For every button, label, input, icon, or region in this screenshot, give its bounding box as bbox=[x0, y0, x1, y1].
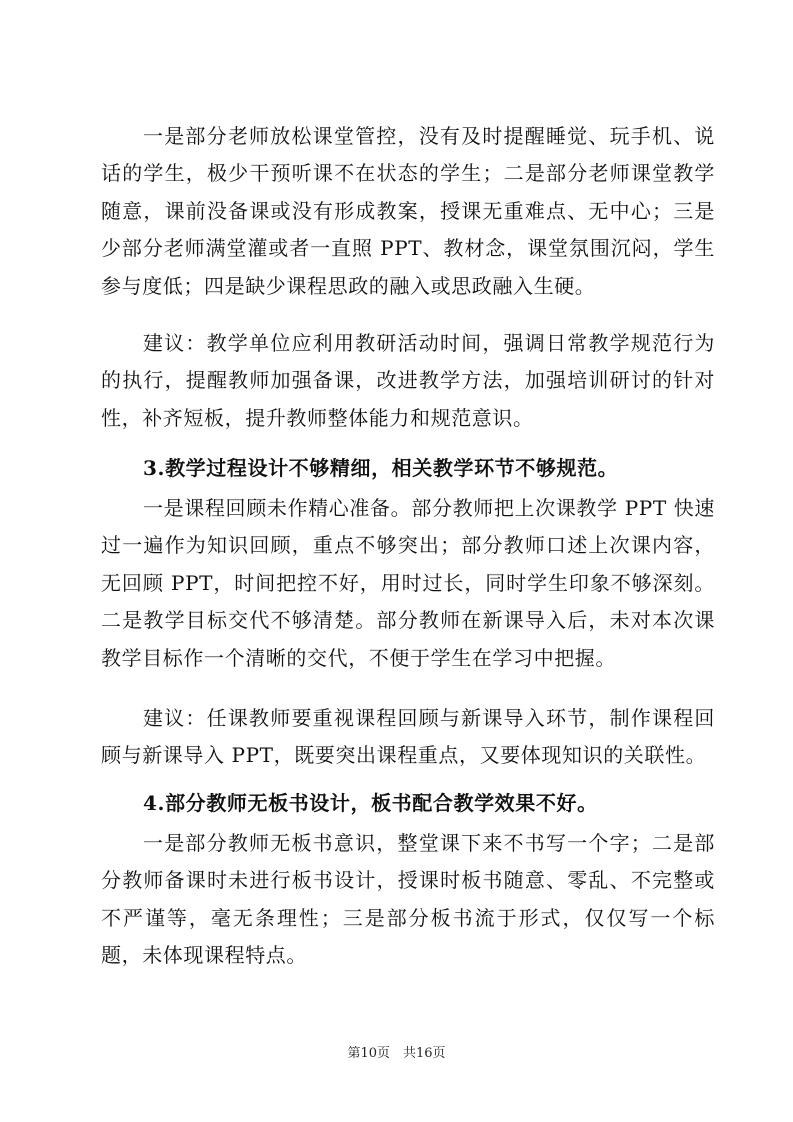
paragraph-suggestion-1: 建议：教学单位应利用教研活动时间，强调日常教学规范行为的执行，提醒教师加强备课，改进教学方法，加强培训研讨的针对性，补齐短板，提升教师整体能力和规范意识。 bbox=[101, 331, 715, 430]
page-number-footer: 第10页 共16页 bbox=[347, 1046, 446, 1061]
paragraph-process-issues: 一是课程回顾未作精心准备。部分教师把上次课教学 PPT 快速过一遍作为知识回顾，重点不够突出；部分教师口述上次课内容，无回顾 PPT，时间把控不好，用时过长，同时学生印象不够深刻。二是教学目标交代不够清楚。部分教师在新课导入后，未对本次课教学目标作一个清晰的交代，不便于学生在学习中把握。 bbox=[101, 496, 715, 670]
section-heading-3: 3.教学过程设计不够精细，相关教学环节不够规范。 bbox=[143, 456, 619, 480]
paragraph-suggestion-2: 建议：任课教师要重视课程回顾与新课导入环节，制作课程回顾与新课导入 PPT，既要突出课程重点，又要体现知识的关联性。 bbox=[101, 706, 715, 768]
paragraph-blackboard-issues: 一是部分教师无板书意识，整堂课下来不书写一个字；二是部分教师备课时未进行板书设计，授课时板书随意、零乱、不完整或不严谨等，毫无条理性；三是部分板书流于形式，仅仅写一个标题，未体现课程特点。 bbox=[101, 831, 715, 968]
section-heading-4: 4.部分教师无板书设计，板书配合教学效果不好。 bbox=[143, 791, 598, 815]
paragraph-classroom-issues: 一是部分老师放松课堂管控，没有及时提醒睡觉、玩手机、说话的学生，极少干预听课不在状态的学生；二是部分老师课堂教学随意，课前没备课或没有形成教案，授课无重难点、无中心；三是少部分老师满堂灌或者一直照 PPT、教材念，课堂氛围沉闷，学生参与度低；四是缺少课程思政的融入或思政融入生硬。 bbox=[101, 124, 715, 298]
